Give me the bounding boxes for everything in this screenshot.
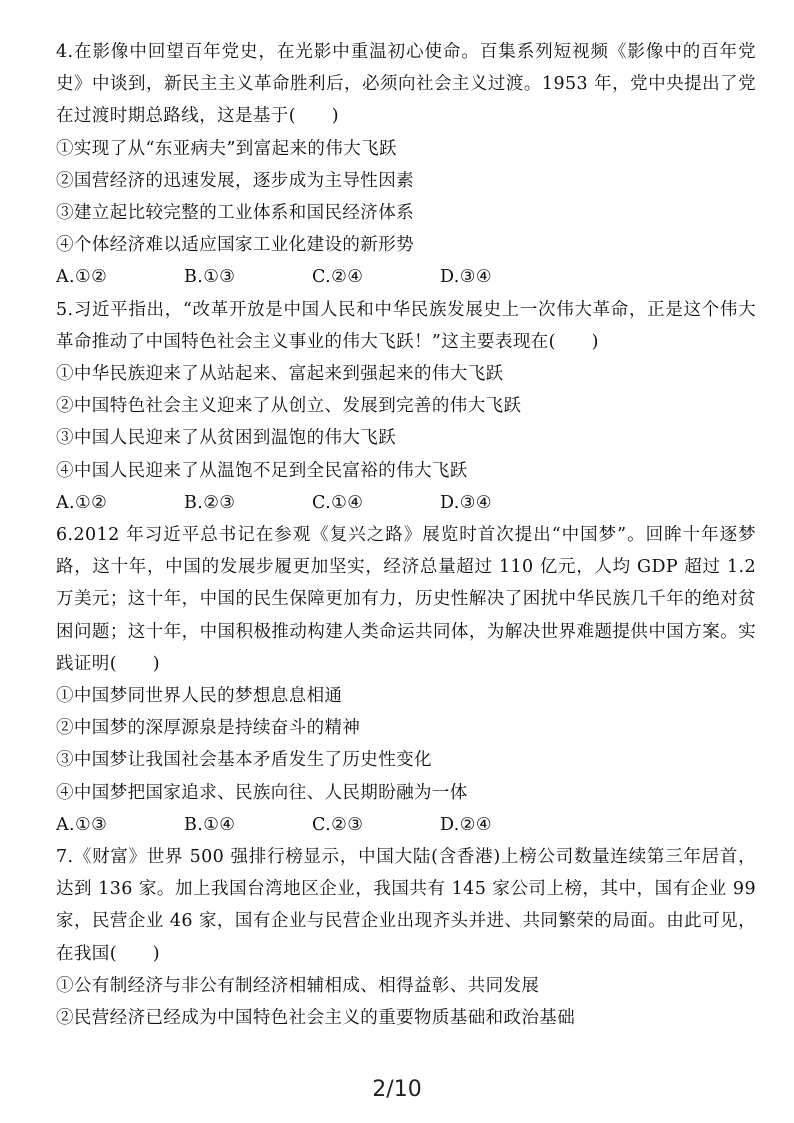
question-6 [56, 519, 756, 841]
choice-c: C.①④ [312, 492, 364, 513]
question-option: ③中国人民迎来了从贫困到温饱的伟大飞跃 [56, 428, 397, 449]
question-option: ④个体经济难以适应国家工业化建设的新形势 [56, 235, 414, 256]
question-option: ②中国特色社会主义迎来了从创立、发展到完善的伟大飞跃 [56, 396, 522, 417]
answer-choices [56, 487, 756, 519]
question-option: ②国营经济的迅速发展，逐步成为主导性因素 [56, 170, 414, 191]
question-option: ①公有制经济与非公有制经济相辅相成、相得益彰、共同发展 [56, 975, 540, 996]
choice-d: D.③④ [440, 492, 492, 513]
question-5 [56, 294, 756, 519]
choice-a: A.①③ [56, 814, 108, 835]
choice-d: D.③④ [440, 267, 492, 288]
question-option: ②中国梦的深厚源泉是持续奋斗的精神 [56, 718, 361, 739]
question-option: ①实现了从“东亚病夫”到富起来的伟大飞跃 [56, 138, 397, 159]
choice-b: B.①④ [184, 814, 236, 835]
question-option: ②民营经济已经成为中国特色社会主义的重要物质基础和政治基础 [56, 1008, 576, 1029]
question-option: ①中国梦同世界人民的梦想息息相通 [56, 686, 343, 707]
question-7 [56, 841, 756, 1034]
question-option: ④中国梦把国家追求、民族向往、人民期盼融为一体 [56, 782, 468, 803]
choice-b: B.②③ [184, 492, 236, 513]
question-option: ④中国人民迎来了从温饱不足到全民富裕的伟大飞跃 [56, 460, 468, 481]
choice-a: A.①② [56, 492, 108, 513]
question-option: ①中华民族迎来了从站起来、富起来到强起来的伟大飞跃 [56, 364, 504, 385]
choice-d: D.②④ [440, 814, 492, 835]
choice-b: B.①③ [184, 267, 236, 288]
choice-c: C.②③ [312, 814, 364, 835]
answer-choices [56, 261, 756, 293]
question-option: ③中国梦让我国社会基本矛盾发生了历史性变化 [56, 750, 432, 771]
answer-choices [56, 809, 756, 841]
choice-c: C.②④ [312, 267, 364, 288]
question-stem: 6.2012 年习近平总书记在参观《复兴之路》展览时首次提出“中国梦”。回眸十年逐梦路，这十年，中国的发展步履更加坚实，经济总量超过 110 亿元，人均 GDP 超过 1.2 万美元；这十年，中国的民生保障更加有力，历史性解决了困扰中华民族几千年的绝对贫困问题；这十年，中国积极推动构建人类命运共同体，为解决世界难题提供中国方案。实践证明( ) [56, 525, 756, 674]
question-stem: 7.《财富》世界 500 强排行榜显示，中国大陆(含香港)上榜公司数量连续第三年居首，达到 136 家。加上我国台湾地区企业，我国共有 145 家公司上榜，其中，国有企业 99 家，民营企业 46 家，国有企业与民营企业出现齐头并进、共同繁荣的局面。由此可见，在我国( ) [56, 847, 756, 964]
question-option: ③建立起比较完整的工业体系和国民经济体系 [56, 203, 414, 224]
question-list [56, 36, 756, 1034]
question-4 [56, 36, 756, 294]
question-stem: 5.习近平指出，“改革开放是中国人民和中华民族发展史上一次伟大革命，正是这个伟大革命推动了中国特色社会主义事业的伟大飞跃！”这主要表现在( ) [56, 299, 756, 352]
question-stem: 4.在影像中回望百年党史，在光影中重温初心使命。百集系列短视频《影像中的百年党史》中谈到，新民主主义革命胜利后，必须向社会主义过渡。1953 年，党中央提出了党在过渡时期总路线，这是基于( ) [56, 42, 756, 127]
page-number: 2/10 [372, 1077, 422, 1102]
choice-a: A.①② [56, 267, 108, 288]
